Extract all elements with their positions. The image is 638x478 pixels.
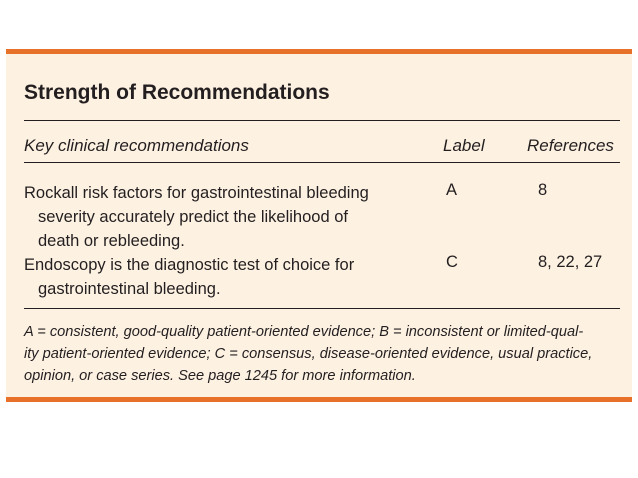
footnote-line: opinion, or case series. See page 1245 for more information. (24, 368, 416, 384)
header-divider (24, 162, 620, 163)
references-cell: 8 (538, 181, 548, 199)
evidence-label: C (446, 253, 458, 271)
recommendation-text-line: Rockall risk factors for gastrointestinal bleeding (24, 184, 369, 202)
evidence-label: A (446, 181, 458, 199)
recommendation-text-line: severity accurately predict the likelihood of (38, 208, 348, 226)
table-row-recommendation (24, 253, 404, 301)
footnote-line: A = consistent, good-quality patient-oriented evidence; B = inconsistent or limited-qual- (24, 324, 584, 340)
box-title: Strength of Recommendations (24, 81, 330, 104)
recommendation-text-line: Endoscopy is the diagnostic test of choice for (24, 256, 355, 274)
footnote-line: ity patient-oriented evidence; C = consensus, disease-oriented evidence, usual practice, (24, 346, 593, 362)
recommendations-box (6, 49, 632, 402)
column-header-references: References (527, 136, 614, 155)
recommendation-text-line: death or rebleeding. (38, 232, 185, 250)
footnote (24, 321, 624, 387)
table-row-recommendation (24, 181, 404, 253)
column-header-label: Label (443, 136, 485, 155)
recommendation-text-line: gastrointestinal bleeding. (38, 280, 221, 298)
column-header-recommendations: Key clinical recommendations (24, 136, 249, 155)
footnote-divider (24, 308, 620, 309)
title-divider (24, 120, 620, 121)
references-cell: 8, 22, 27 (538, 253, 603, 271)
